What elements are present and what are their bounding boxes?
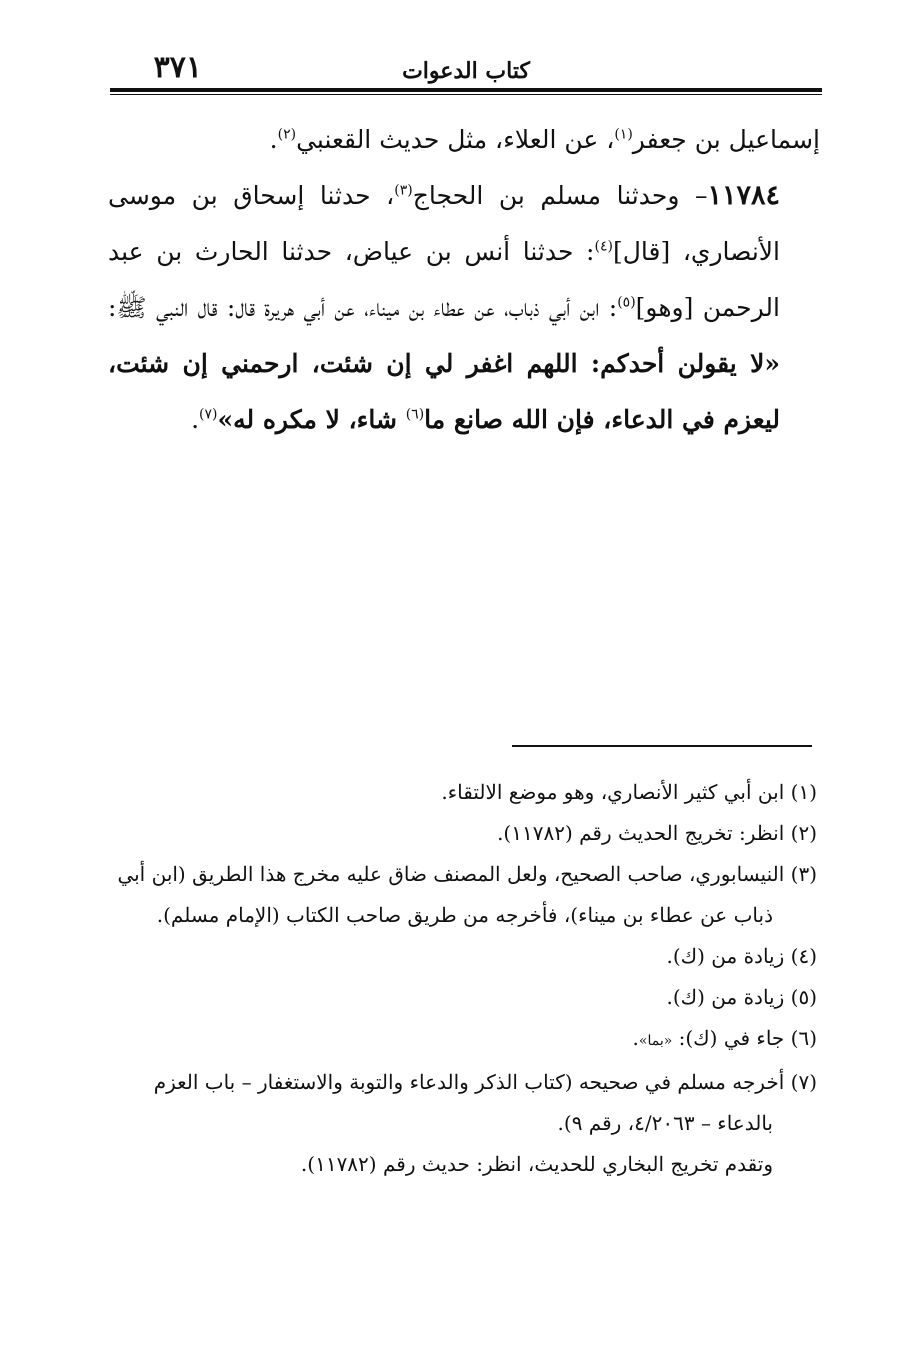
footnote-4: (٤) زيادة من (ك). <box>666 944 817 968</box>
footnote-7-note: وتقدم تخريج البخاري للحديث، انظر: حديث رقم (١١٧٨٢). <box>300 1152 773 1176</box>
book-title: كتاب الدعوات <box>402 58 530 84</box>
page-header <box>110 48 822 88</box>
footnote-7-continued: بالدعاء – ٤/٢٠٦٣، رقم ٩). <box>557 1111 773 1135</box>
footnote-3-continued: ذباب عن عطاء بن ميناء)، فأخرجه من طريق صاحب الكتاب (الإمام مسلم). <box>156 903 773 927</box>
footnote-ref: (٣) <box>394 182 413 199</box>
footnote-ref: (٦) <box>405 406 425 423</box>
footnote-1: (١) ابن أبي كثير الأنصاري، وهو موضع الالتقاء. <box>441 780 817 804</box>
footnote-2: (٢) انظر: تخريج الحديث رقم (١١٧٨٢). <box>497 821 817 845</box>
page-number: ٣٧١ <box>153 50 202 85</box>
footnote-ref: (١) <box>614 126 633 143</box>
footnote-3: (٣) النيسابوري، صاحب الصحيح، ولعل المصنف ضاق عليه مخرج هذا الطريق (ابن أبي <box>117 862 817 886</box>
footnote-5: (٥) زيادة من (ك). <box>666 985 817 1009</box>
header-rule-thin <box>110 94 822 95</box>
hadith-number: ١١٧٨٤ <box>707 180 780 211</box>
footnote-6-quote: «بما» <box>638 1033 673 1049</box>
hadith-quote: «لا يقولن أحدكم: اللهم اغفر لي إن شئت، ارحمني إن شئت، ليعزم في الدعاء، فإن الله صانع ما <box>108 349 780 434</box>
footnote-ref: (٤) <box>594 238 613 255</box>
footnote-7: (٧) أخرجه مسلم في صحيحه (كتاب الذكر والدعاء والتوبة والاستغفار – باب العزم <box>153 1070 817 1094</box>
footnote-ref: (٧) <box>199 406 218 423</box>
main-text <box>108 112 820 448</box>
footnote-6: (٦) جاء في (ك): «بما». <box>632 1026 817 1050</box>
header-rule <box>110 88 822 92</box>
footnote-ref: (٥) <box>617 294 636 311</box>
hadith-quote-end: شاء، لا مكره له» <box>217 405 406 434</box>
footnotes <box>95 772 817 1185</box>
hadith-paragraph: ١١٧٨٤– وحدثنا مسلم بن الحجاج$^{(٣)}$، حدثنا إسحاق بن موسى الأنصاري، [قال]$^{(٤)}$: حدثنا أنس بن عياض، حدثنا الحارث بن عبد الرحمن [وهو]$^{(٥)}$: ابن أبي ذباب، عن عطاء بن ميناء، عن أبي هريرة قال: قال النبي ﷺ: «لا يقولن أحدكم: اللهم اغفر لي إن شئت، ارحمني إن شئت، ليعزم في الدعاء، فإن الله صانع ما$^{(٦)}$ شاء، لا مكره له»$^{(٧)}$. <box>108 180 780 434</box>
footnote-ref: (٢) <box>277 126 297 143</box>
footnote-separator <box>512 745 812 747</box>
paragraph-continuation: إسماعيل بن جعفر$^{(١)}$، عن العلاء، مثل حديث القعنبي$^{(٢)}$. <box>269 125 820 154</box>
